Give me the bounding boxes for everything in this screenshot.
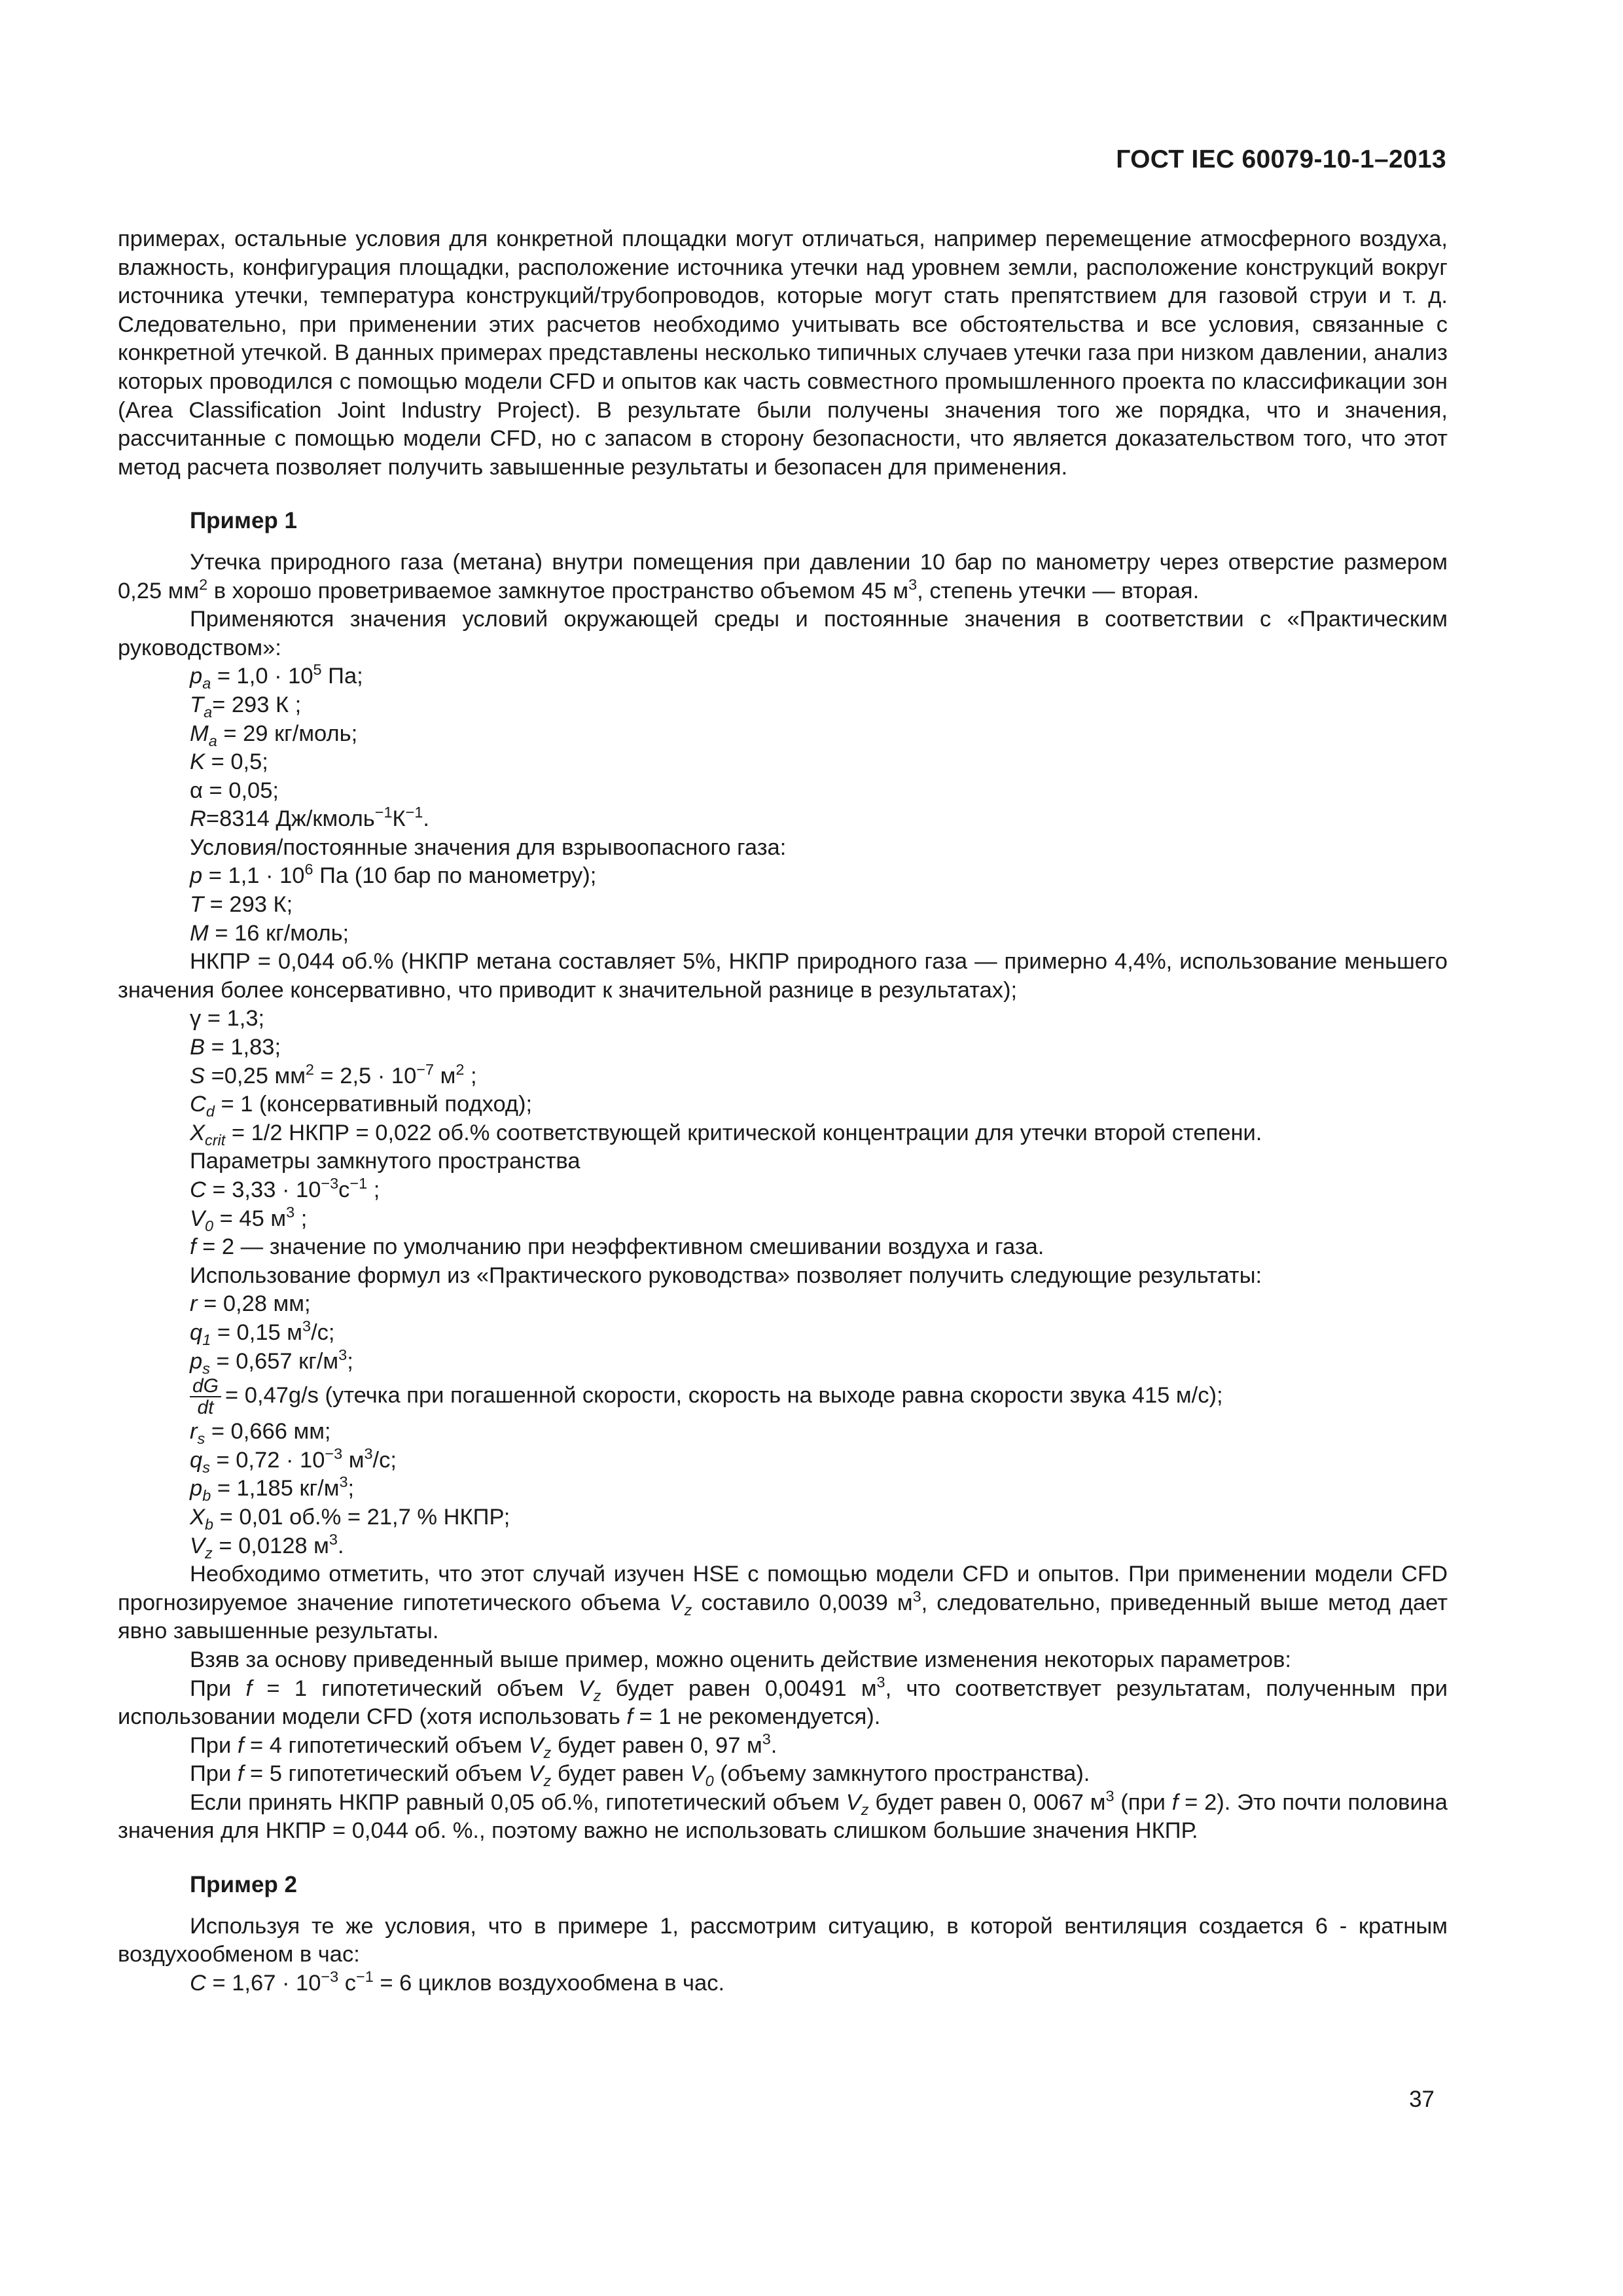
param-ta: $T_a= 293$ К ; [190, 692, 302, 721]
param-k: K = 0,5; [190, 749, 268, 775]
ambient-conditions-intro: Применяются значения условий окружающей среды и постоянные значения в соответствии с «Практическим руководством»: [118, 607, 1448, 660]
param-gamma: γ = 1,3; [190, 1006, 265, 1031]
param-ma: $M_a = 29$ кг/моль; [190, 721, 358, 749]
document-number-header: ГОСТ IEC 60079-10-1–2013 [1116, 145, 1446, 173]
variation-f4: При f = 4 гипотетический объем $V_z$ будет равен 0, 97 $м^3$. [190, 1730, 777, 1761]
result-q1: $q_1 = 0,15$ $м^3/с$; [190, 1318, 335, 1349]
result-qs: $q_s = 0,72 \cdot 10^{-3}$ $м^3/с$; [190, 1444, 397, 1476]
gas-conditions-intro: Условия/постоянные значения для взрывоопасного газа: [190, 834, 787, 860]
param-m: M = 16 кг/моль; [190, 920, 349, 946]
example-1-heading: Пример 1 [190, 508, 297, 534]
results-intro: Использование формул из «Практического руководства» позволяет получить следующие результаты: [190, 1263, 1262, 1288]
variation-f1: При f = 1 гипотетический объем $V_z$ будет равен 0,00491 $м^3$, что соответствует результатам, полученным при использовании модели CFD (хотя использовать f = 1 не рекомендуется). [118, 1673, 1448, 1730]
param-xcrit: $X_{crit} = 1/2$ НКПР = 0,022 об.% соответствующей критической концентрации для утечки второй степени. [190, 1120, 1262, 1149]
result-rs: $r_s = 0,666$ мм; [190, 1419, 331, 1448]
variation-f5: При f = 5 гипотетический объем $V_z$ будет равен $V_0$ (объему замкнутого пространства). [190, 1761, 1090, 1790]
result-r: r = 0,28 мм; [190, 1291, 311, 1317]
param-lel: НКПР = 0,044 об.% (НКПР метана составляет 5%, НКПР природного газа — примерно 4,4%, использование меньшего значения более консервативно, что приводит к значительной разнице в результатах); [118, 949, 1448, 1003]
param-b: B = 1,83; [190, 1035, 281, 1060]
param-s: S =0,25 $мм^2 = 2,5 \cdot 10^{-7}$ $м^2$ ; [190, 1060, 477, 1088]
param-r: R=8314 $Дж/кмоль^{-1}К^{-1}$. [190, 804, 429, 832]
parameter-variation-intro: Взяв за основу приведенный выше пример, можно оценить действие изменения некоторых параметров: [190, 1647, 1292, 1672]
param-t: T = 293 К; [190, 892, 293, 918]
example-2-text: Используя те же условия, что в примере 1, рассмотрим ситуацию, в которой вентиляция создается 6 - кратным воздухообменом в час: [118, 1913, 1448, 1967]
result-dgdt: $\frac{dG}{dt}$ = 0,47g/s (утечка при погашенной скорости, скорость на выходе равна скорости звука 415 м/с); [118, 1376, 1448, 1418]
result-xb: $X_b = 0,01$ об.% = 21,7 % НКПР; [190, 1504, 510, 1534]
cfd-note: Необходимо отметить, что этот случай изучен HSE с помощью модели CFD и опытов. При применении модели CFD прогнозируемое значение гипотетического объема $V_z$ составило 0,0039 $м^3$, следовательно, приведенный выше метод дает явно завышенные результаты. [118, 1562, 1448, 1644]
param-v0: $V_0 = 45$ $м^3$ ; [190, 1203, 308, 1234]
param-p: $p = 1,1 \cdot 10^6$ Па (10 бар по манометру); [190, 861, 597, 889]
leak-description: Утечка природного газа (метана) внутри помещения при давлении 10 бар по манометру через отверстие размером 0,25 $мм^2$ в хорошо проветриваемое замкнутое пространство объемом 45 $м^3$, степень утечки — вторая. [118, 549, 1448, 603]
param-c: $C = 3,33 \cdot 10^{-3}с^{-1}$ ; [190, 1175, 380, 1202]
param-alpha: α = 0,05; [190, 778, 279, 803]
param-pa: $p_a = 1,0 \cdot 10^5$ Па; [190, 661, 363, 692]
variation-lel: Если принять НКПР равный 0,05 об.%, гипотетический объем $V_z$ будет равен 0, 0067 $м^3$ (при f = 2). Это почти половина значения для НКПР = 0,044 об. %., поэтому важно не использовать слишком большие значения НКПР. [118, 1787, 1448, 1844]
dgdt-fraction: $\frac{dG}{dt}$ [190, 1376, 221, 1418]
page-body [118, 225, 1448, 1998]
intro-paragraph: примерах, остальные условия для конкретной площадки могут отличаться, например перемещение атмосферного воздуха, влажность, конфигурация площадки, расположение источника утечки над уровнем земли, расположение конструкций вокруг источника утечки, температура конструкций/трубопроводов, которые могут стать препятствием для газовой струи и т. д. Следовательно, при применении этих расчетов необходимо учитывать все обстоятельства и все условия, связанные с конкретной утечкой. В данных примерах представлены несколько типичных случаев утечки газа при низком давлении, анализ которых проводился с помощью модели CFD и опытов как часть совместного промышленного проекта по классификации зон (Area Classification Joint Industry Project). В результате были получены значения того же порядка, что и значения, рассчитанные с помощью модели CFD, но с запасом в сторону безопасности, что является доказательством того, что этот метод расчета позволяет получить завышенные результаты и безопасен для применения. [118, 226, 1448, 480]
enclosure-params-intro: Параметры замкнутого пространства [190, 1149, 580, 1174]
result-ps: $p_s = 0,657$ $кг/м^3$; [190, 1346, 353, 1377]
page-number: 37 [1409, 2087, 1435, 2112]
param-cd: $C_d = 1$ (консервативный подход); [190, 1092, 533, 1121]
example-2-c: $C = 1,67 \cdot 10^{-3}$ $с^{-1} = 6$ циклов воздухообмена в час. [190, 1967, 725, 1996]
result-vz: $V_z = 0,0128$ $м^3$. [190, 1530, 344, 1562]
example-2-heading: Пример 2 [190, 1872, 297, 1898]
result-pb: $p_b = 1,185$ $кг/м^3$; [190, 1473, 355, 1505]
param-f: f = 2 — значение по умолчанию при неэффективном смешивании воздуха и газа. [190, 1234, 1044, 1260]
